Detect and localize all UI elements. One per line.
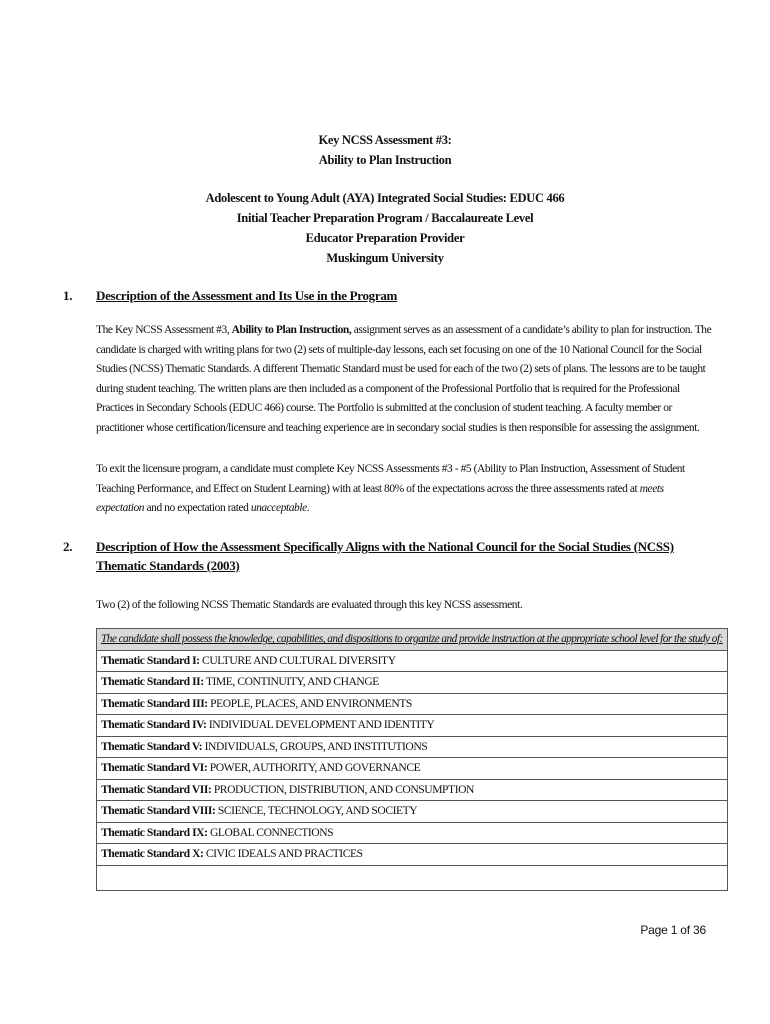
table-row xyxy=(97,758,728,780)
table-row xyxy=(97,650,728,672)
table-cell xyxy=(97,844,728,866)
title-line: Key NCSS Assessment #3: xyxy=(318,133,452,147)
table-row xyxy=(97,715,728,737)
standard-label: Thematic Standard VIII: xyxy=(101,804,216,818)
standard-label: Thematic Standard II: xyxy=(101,675,204,689)
program-info xyxy=(0,188,770,268)
standard-label: Thematic Standard VII: xyxy=(101,782,212,796)
section-number: 2. xyxy=(63,539,73,554)
table-header-cell: The candidate shall possess the knowledge, capabilities, and dispositions to organize and provide instruction at the appropriate school level for the study of: xyxy=(97,629,728,651)
standard-label: Thematic Standard V: xyxy=(101,739,203,753)
table-cell xyxy=(97,650,728,672)
standard-text: CIVIC IDEALS AND PRACTICES xyxy=(205,847,363,861)
table-cell xyxy=(97,715,728,737)
table-cell xyxy=(97,865,728,890)
program-line: Initial Teacher Preparation Program / Baccalaureate Level xyxy=(236,211,534,225)
standard-text: PRODUCTION, DISTRIBUTION, AND CONSUMPTION xyxy=(213,782,474,796)
text-run: assignment serves as an assessment of a candidate’s ability to plan for instruction. The candidate is charged with writing plans for two (2) sets of multiple-day lessons, each set focusing on one of the 10 National Council for the Social Studies (NCSS) Thematic Standards. A different Thematic Standard must be used for each of the two (2) sets of plans. The lessons are to be taught during student teaching. The written plans are then included as a component of the Professional Portfolio that is required for the Professional Practices in Secondary Schools (EDUC 466) course. The Portfolio is submitted at the conclusion of student teaching. A faculty member or practitioner whose certification/licensure and teaching experience are in secondary social studies is then responsible for assessing the assignment. xyxy=(96,324,712,434)
section-title: Description of the Assessment and Its Use in the Program xyxy=(96,288,398,303)
text-run: . xyxy=(306,502,310,515)
standard-text: SCIENCE, TECHNOLOGY, AND SOCIETY xyxy=(217,804,418,818)
standard-text: POWER, AUTHORITY, AND GOVERNANCE xyxy=(209,761,421,775)
italic-text-run: unacceptable xyxy=(250,502,307,515)
table-cell xyxy=(97,801,728,823)
section-1-heading xyxy=(63,286,713,305)
section-2-heading xyxy=(63,537,713,575)
table-cell xyxy=(97,736,728,758)
title-line: Ability to Plan Instruction xyxy=(318,153,452,167)
page-number: Page 1 of 36 xyxy=(640,923,706,937)
table-cell xyxy=(97,779,728,801)
section-number: 1. xyxy=(63,288,73,303)
section-title: Description of How the Assessment Specifically Aligns with the National Council for the Social Studies (NCSS) Thematic Standards (2003) xyxy=(96,539,674,573)
program-line: Educator Preparation Provider xyxy=(305,231,465,245)
table-row xyxy=(97,844,728,866)
standard-label: Thematic Standard III: xyxy=(101,696,208,710)
section-1-paragraph-2 xyxy=(96,460,712,519)
table-header-row xyxy=(97,629,728,651)
standard-label: Thematic Standard VI: xyxy=(101,761,208,775)
italic-text-run: meets expectation xyxy=(96,482,664,515)
text-run: The Key NCSS Assessment #3, xyxy=(96,324,232,336)
standard-text: INDIVIDUAL DEVELOPMENT AND IDENTITY xyxy=(208,718,435,732)
table-cell xyxy=(97,758,728,780)
text-run: To exit the licensure program, a candidate must complete Key NCSS Assessments #3 - #5 (Ability to Plan Instruction, Assessment of Student Teaching Performance, and Effect on Student Learning) with at least 80% of the expectations across the three assessments rated at xyxy=(96,463,685,495)
standard-text: CULTURE AND CULTURAL DIVERSITY xyxy=(202,653,396,667)
standard-text: GLOBAL CONNECTIONS xyxy=(209,825,334,839)
program-line: Adolescent to Young Adult (AYA) Integrated Social Studies: EDUC 466 xyxy=(205,191,565,205)
section-2-intro: Two (2) of the following NCSS Thematic Standards are evaluated through this key NCSS assessment. xyxy=(96,599,523,611)
table-spacer-row xyxy=(97,865,728,890)
text-run: and no expectation rated xyxy=(144,502,251,515)
table-cell xyxy=(97,693,728,715)
table-row xyxy=(97,693,728,715)
standard-label: Thematic Standard I: xyxy=(101,653,200,667)
standard-text: INDIVIDUALS, GROUPS, AND INSTITUTIONS xyxy=(204,739,428,753)
table-row xyxy=(97,672,728,694)
assessment-title xyxy=(0,130,770,170)
standard-text: PEOPLE, PLACES, AND ENVIRONMENTS xyxy=(210,696,412,710)
program-line: Muskingum University xyxy=(326,251,444,265)
table-cell xyxy=(97,672,728,694)
table-cell xyxy=(97,822,728,844)
thematic-standards-table xyxy=(96,628,728,891)
section-1-paragraph-1 xyxy=(96,321,712,439)
standard-label: Thematic Standard IX: xyxy=(101,825,208,839)
standard-label: Thematic Standard IV: xyxy=(101,718,207,732)
standard-text: TIME, CONTINUITY, AND CHANGE xyxy=(205,675,379,689)
table-row xyxy=(97,736,728,758)
table-row xyxy=(97,822,728,844)
standard-label: Thematic Standard X: xyxy=(101,847,204,861)
table-row xyxy=(97,801,728,823)
table-row xyxy=(97,779,728,801)
bold-text-run: Ability to Plan Instruction, xyxy=(231,324,352,336)
